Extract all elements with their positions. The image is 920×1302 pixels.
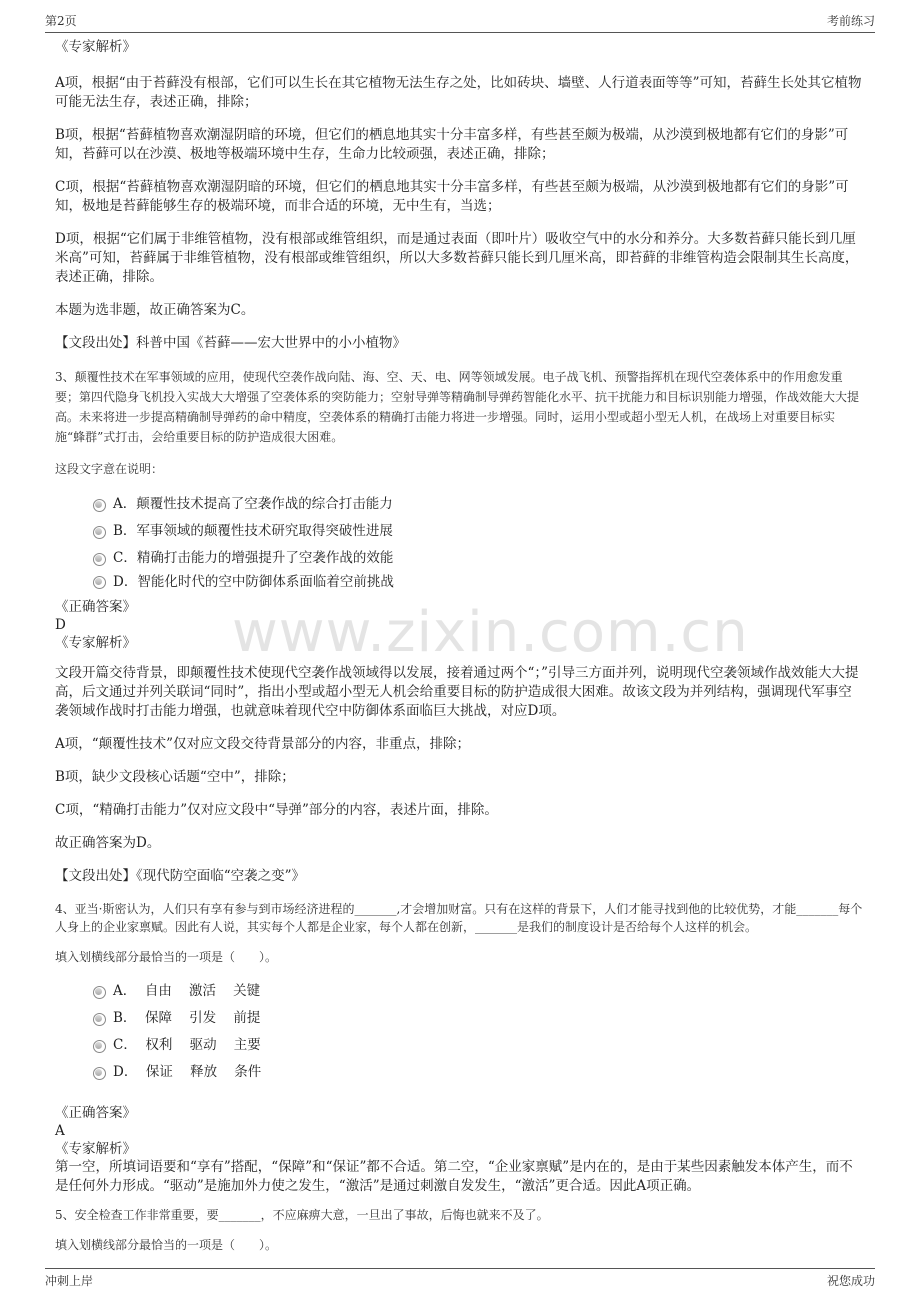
page-footer xyxy=(45,1272,875,1292)
analysis-label: 《专家解析》 xyxy=(55,635,136,651)
source-citation: 【文段出处】科普中国《苔藓——宏大世界中的小小植物》 xyxy=(55,335,406,351)
question-4-stem: 4、亚当·斯密认为，人们只有享有参与到市场经济进程的_______,才会增加财富。只有在这样的背景下，人们才能寻找到他的比较优势，才能_______每个人身上的企业家禀赋。因此有人说，其实每个人都是企业家，每个人都在创新，_______是我们的制度设计是否给每个人这样的机会。 xyxy=(55,902,863,934)
page-header xyxy=(45,12,875,32)
analysis-option-a: A项，根据“由于苔藓没有根部，它们可以生长在其它植物无法生存之处，比如砖块、墙壁、人行道表面等等”可知，苔藓生长处其它植物可能无法生存，表述正确，排除； xyxy=(55,75,862,110)
radio-icon[interactable] xyxy=(93,986,106,999)
footer-rule xyxy=(45,1268,875,1269)
analysis-option-b: B项，根据“苔藓植物喜欢潮湿阴暗的环境，但它们的栖息地其实十分丰富多样，有些甚至颇为极端，从沙漠到极地都有它们的身影”可知，苔藓可以在沙漠、极地等极端环境中生存，生命力比较顽强，表述正确，排除； xyxy=(55,127,849,162)
question-3-options xyxy=(93,491,865,592)
correct-answer-value: D xyxy=(55,617,66,633)
question-3-option-c[interactable]: C．精确打击能力的增强提升了空袭作战的效能 xyxy=(93,545,865,572)
header-rule xyxy=(45,32,875,33)
analysis-option-d: D项，根据“它们属于非维管植物，没有根部或维管组织，而是通过表面（即叶片）吸收空气中的水分和养分。大多数苔藓只能长到几厘米高”可知，苔藓属于非维管植物，没有根部或维管组织，所以大多数苔藓只能长到几厘米高，即苔藓的非维管构造会限制其生长高度，表述正确，排除。 xyxy=(55,231,859,285)
question-4-option-b[interactable]: B． 保障 引发 前提 xyxy=(93,1005,865,1032)
radio-icon[interactable] xyxy=(93,1040,106,1053)
question-4-option-a[interactable]: A． 自由 激活 关键 xyxy=(93,978,865,1005)
question-3-option-d[interactable]: D．智能化时代的空中防御体系面临着空前挑战 xyxy=(93,572,865,592)
radio-icon[interactable] xyxy=(93,1067,106,1080)
question-4-prompt: 填入划横线部分最恰当的一项是（ ）。 xyxy=(55,950,278,964)
question-4-option-d[interactable]: D． 保证 释放 条件 xyxy=(93,1059,865,1086)
radio-icon[interactable] xyxy=(93,526,106,539)
page-number: 第2页 xyxy=(45,14,77,28)
question-5-stem: 5、安全检查工作非常重要，要_______，不应麻痹大意，一旦出了事故，后悔也就来不及了。 xyxy=(55,1208,549,1222)
correct-answer-label: 《正确答案》 xyxy=(55,1105,136,1121)
radio-icon[interactable] xyxy=(93,576,106,589)
correct-answer-value: A xyxy=(55,1123,65,1139)
question-4-option-c[interactable]: C． 权利 驱动 主要 xyxy=(93,1032,865,1059)
correct-answer-label: 《正确答案》 xyxy=(55,599,136,615)
analysis-option-c: C项，根据“苔藓植物喜欢潮湿阴暗的环境，但它们的栖息地其实十分丰富多样，有些甚至颇为极端，从沙漠到极地都有它们的身影”可知，极地是苔藓能够生存的极端环境，而非合适的环境，无中生有，当选； xyxy=(55,179,849,214)
question-3-analysis-b: B项，缺少文段核心话题“空中”，排除； xyxy=(55,769,295,785)
question-3-stem: 3、颠覆性技术在军事领域的应用，使现代空袭作战向陆、海、空、天、电、网等领域发展。电子战飞机、预警指挥机在现代空袭体系中的作用愈发重要；第四代隐身飞机投入实战大大增强了空袭体系的突防能力；空射导弹等精确制导弹药智能化水平、抗干扰能力和目标识别能力增强，作战效能大大提高。未来将进一步提高精确制导弹药的命中精度，空袭体系的精确打击能力将进一步增强。同时，运用小型或超小型无人机，在战场上对重要目标实施“蜂群”式打击，会给重要目标的防护造成很大困难。 xyxy=(55,370,860,444)
source-citation: 【文段出处】《现代防空面临“空袭之变”》 xyxy=(55,868,306,884)
question-5-prompt: 填入划横线部分最恰当的一项是（ ）。 xyxy=(55,1238,278,1252)
header-title: 考前练习 xyxy=(826,14,875,28)
question-3-prompt: 这段文字意在说明： xyxy=(55,462,164,476)
radio-icon[interactable] xyxy=(93,1013,106,1026)
analysis-label: 《专家解析》 xyxy=(55,1141,136,1157)
question-4-options xyxy=(93,978,865,1086)
footer-right-text: 祝您成功 xyxy=(826,1274,875,1288)
question-3-option-a[interactable]: A．颠覆性技术提高了空袭作战的综合打击能力 xyxy=(93,491,865,518)
question-3-conclusion: 故正确答案为D。 xyxy=(55,835,161,851)
question-3-analysis-a: A项，“颠覆性技术”仅对应文段交待背景部分的内容，非重点，排除； xyxy=(55,736,471,752)
question-3-analysis-c: C项，“精确打击能力”仅对应文段中“导弹”部分的内容，表述片面，排除。 xyxy=(55,802,498,818)
footer-left-text: 冲刺上岸 xyxy=(45,1274,94,1288)
watermark: www.zixin.com.cn xyxy=(232,600,749,665)
question-3-analysis: 文段开篇交待背景，即颠覆性技术使现代空袭作战领域得以发展，接着通过两个“；”引导三方面并列，说明现代空袭领域作战效能大大提高，后文通过并列关联词“同时”，指出小型或超小型无人机会给重要目标的防护造成很大困难。故该文段为并列结构，强调现代军事空袭领域作战时打击能力增强，也就意味着现代空中防御体系面临巨大挑战，对应D项。 xyxy=(55,665,859,719)
question-4-analysis: 第一空，所填词语要和“享有”搭配，“保障”和“保证”都不合适。第二空，“企业家禀赋”是内在的，是由于某些因素触发本体产生，而不是任何外力形成。“驱动”是施加外力使之发生，“激活”是通过刺激自发发生，“激活”更合适。因此A项正确。 xyxy=(55,1159,853,1194)
question-3-option-b[interactable]: B．军事领域的颠覆性技术研究取得突破性进展 xyxy=(93,518,865,545)
analysis-label: 《专家解析》 xyxy=(55,39,136,55)
radio-icon[interactable] xyxy=(93,553,106,566)
analysis-conclusion: 本题为选非题，故正确答案为C。 xyxy=(55,302,255,318)
page-content xyxy=(55,38,865,1266)
radio-icon[interactable] xyxy=(93,499,106,512)
